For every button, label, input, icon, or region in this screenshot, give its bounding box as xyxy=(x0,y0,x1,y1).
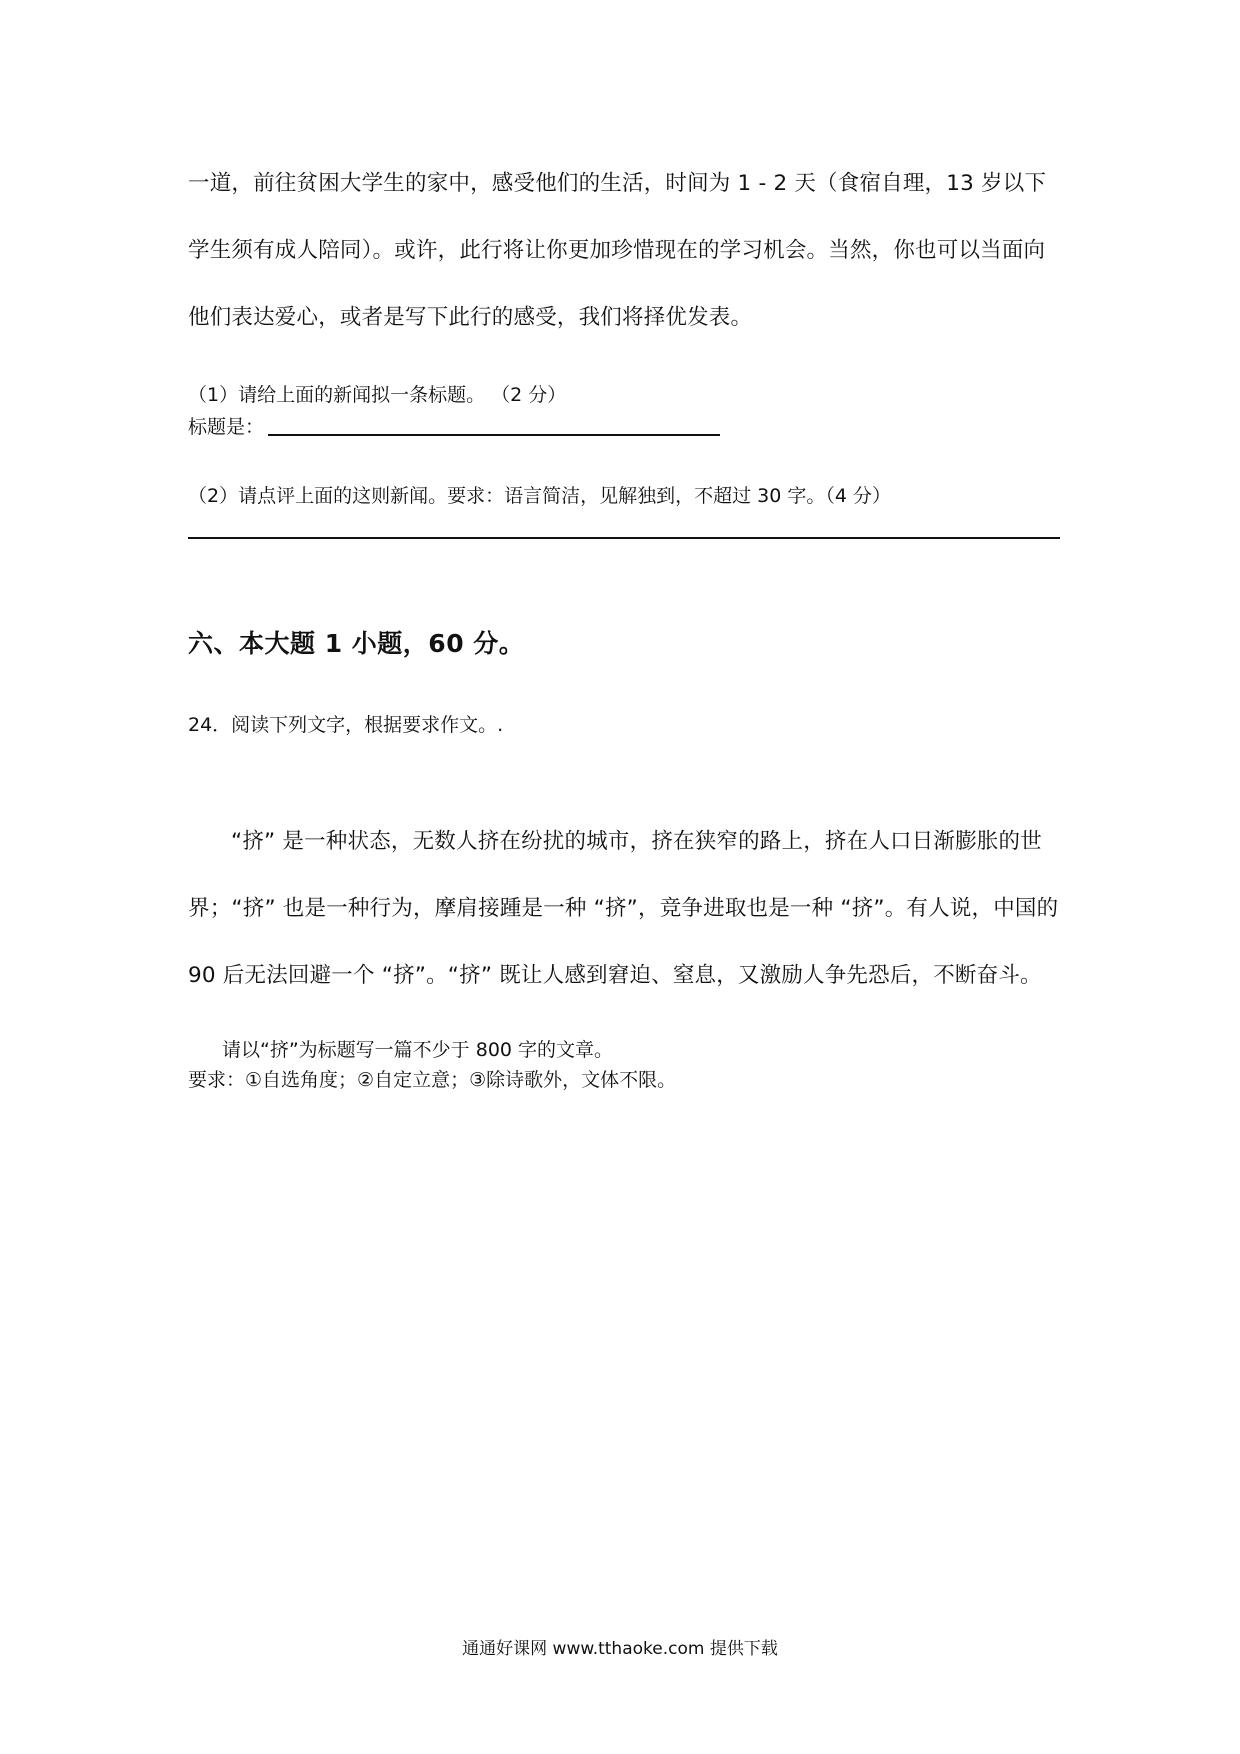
page-footer: 通通好课网 www.tthaoke.com 提供下载 xyxy=(462,1639,778,1659)
title-answer-row xyxy=(188,412,1060,442)
intro-paragraph: 一道，前往贫困大学生的家中，感受他们的生活，时间为 1 - 2 天（食宿自理，13 岁以下学生须有成人陪同）。或许，此行将让你更加珍惜现在的学习机会。当然，你也可以当面向他们表达爱心，或者是写下此行的感受，我们将择优发表。 xyxy=(188,171,1047,330)
title-answer-line[interactable] xyxy=(268,434,720,436)
section-heading: 六、本大题 1 小题，60 分。 xyxy=(188,629,525,658)
comment-answer-line[interactable] xyxy=(188,537,1060,539)
essay-instruction: 请以“挤”为标题写一篇不少于 800 字的文章。 xyxy=(222,1039,614,1061)
essay-requirements: 要求：①自选角度；②自定立意；③除诗歌外，文体不限。 xyxy=(188,1069,677,1091)
question-2: （2）请点评上面的这则新闻。要求：语言简洁，见解独到，不超过 30 字。（4 分） xyxy=(188,485,891,507)
title-label: 标题是： xyxy=(188,416,265,438)
essay-passage: “挤” 是一种状态，无数人挤在纷扰的城市，挤在狭窄的路上，挤在人口日渐膨胀的世界；“挤” 也是一种行为，摩肩接踵是一种 “挤”，竞争进取也是一种 “挤”。有人说，中国的 90 后无法回避一个 “挤”。“挤” 既让人感到窘迫、窒息，又激励人争先恐后，不断奋斗。 xyxy=(188,829,1059,988)
question-24: 24．阅读下列文字，根据要求作文。. xyxy=(188,714,504,736)
question-1: （1）请给上面的新闻拟一条标题。 （2 分） xyxy=(188,384,567,406)
